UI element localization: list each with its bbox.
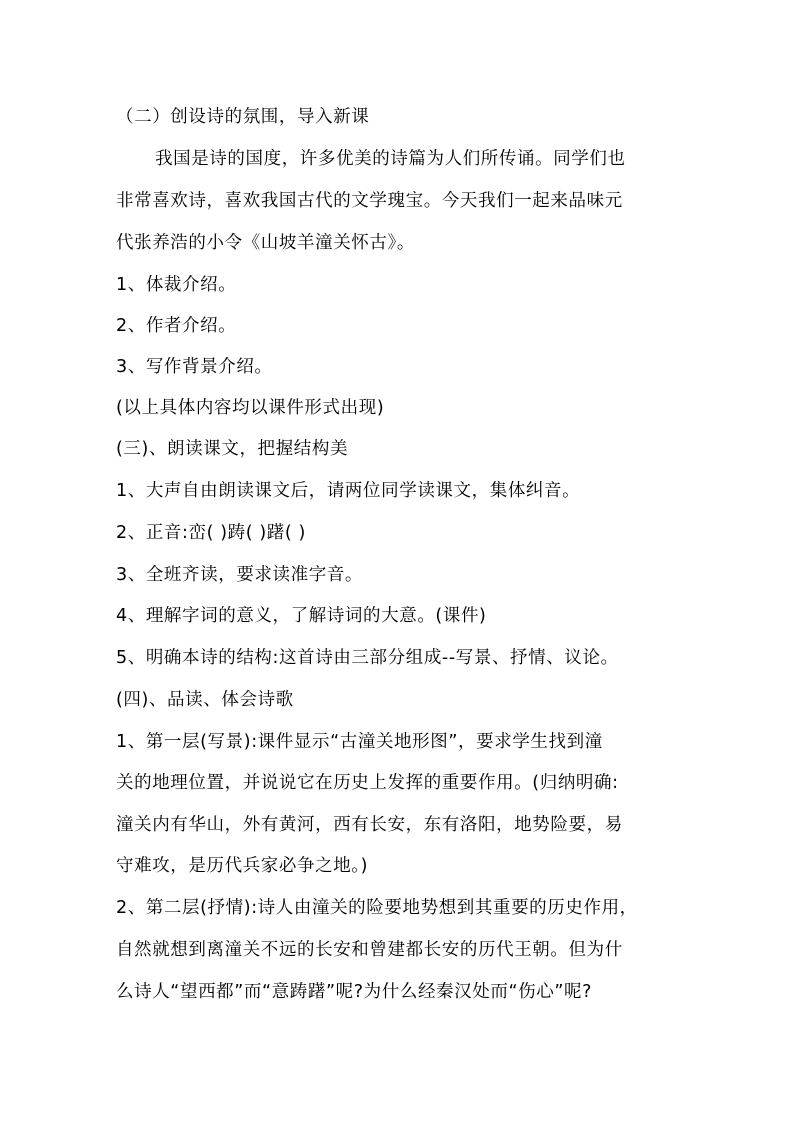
paragraph-line: 关的地理位置，并说说它在历史上发挥的重要作用。(归纳明确: (116, 773, 619, 793)
paragraph-line: 守难攻，是历代兵家必争之地。) (116, 856, 369, 876)
list-item: 2、第二层(抒情):诗人由潼关的险要地势想到其重要的历史作用， (116, 898, 638, 918)
list-item: 1、体裁介绍。 (116, 275, 237, 295)
list-item: 3、全班齐读，要求读准字音。 (116, 565, 364, 585)
list-item: 4、理解字词的意义，了解诗词的大意。(课件) (116, 606, 487, 626)
list-item: 1、大声自由朗读课文后，请两位同学读课文，集体纠音。 (116, 481, 581, 501)
section-heading-2: （二）创设诗的氛围，导入新课 (116, 107, 370, 127)
note-line: (以上具体内容均以课件形式出现) (116, 398, 385, 418)
paragraph-line: 潼关内有华山，外有黄河，西有长安，东有洛阳，地势险要，易 (116, 815, 623, 835)
section-heading-4: (四)、品读、体会诗歌 (116, 690, 294, 710)
list-item: 5、明确本诗的结构:这首诗由三部分组成--写景、抒情、议论。 (116, 648, 619, 668)
paragraph-line: 代张养浩的小令《山坡羊潼关怀古》。 (116, 233, 415, 253)
paragraph-line: 自然就想到离潼关不远的长安和曾建都长安的历代王朝。但为什 (116, 940, 623, 960)
paragraph-line: 我国是诗的国度，许多优美的诗篇为人们所传诵。同学们也 (155, 149, 626, 169)
list-item: 2、作者介绍。 (116, 316, 237, 336)
paragraph-line: 非常喜欢诗，喜欢我国古代的文学瑰宝。今天我们一起来品味元 (116, 191, 623, 211)
list-item: 1、第一层(写景):课件显示“古潼关地形图”，要求学生找到潼 (116, 732, 603, 752)
paragraph-line: 么诗人“望西都”而“意踌躇”呢?为什么经秦汉处而“伤心”呢? (116, 982, 592, 1002)
section-heading-3: (三)、朗读课文，把握结构美 (116, 439, 349, 459)
list-item: 3、写作背景介绍。 (116, 357, 273, 377)
list-item: 2、正音:峦( )踌( )躇( ) (116, 523, 306, 543)
